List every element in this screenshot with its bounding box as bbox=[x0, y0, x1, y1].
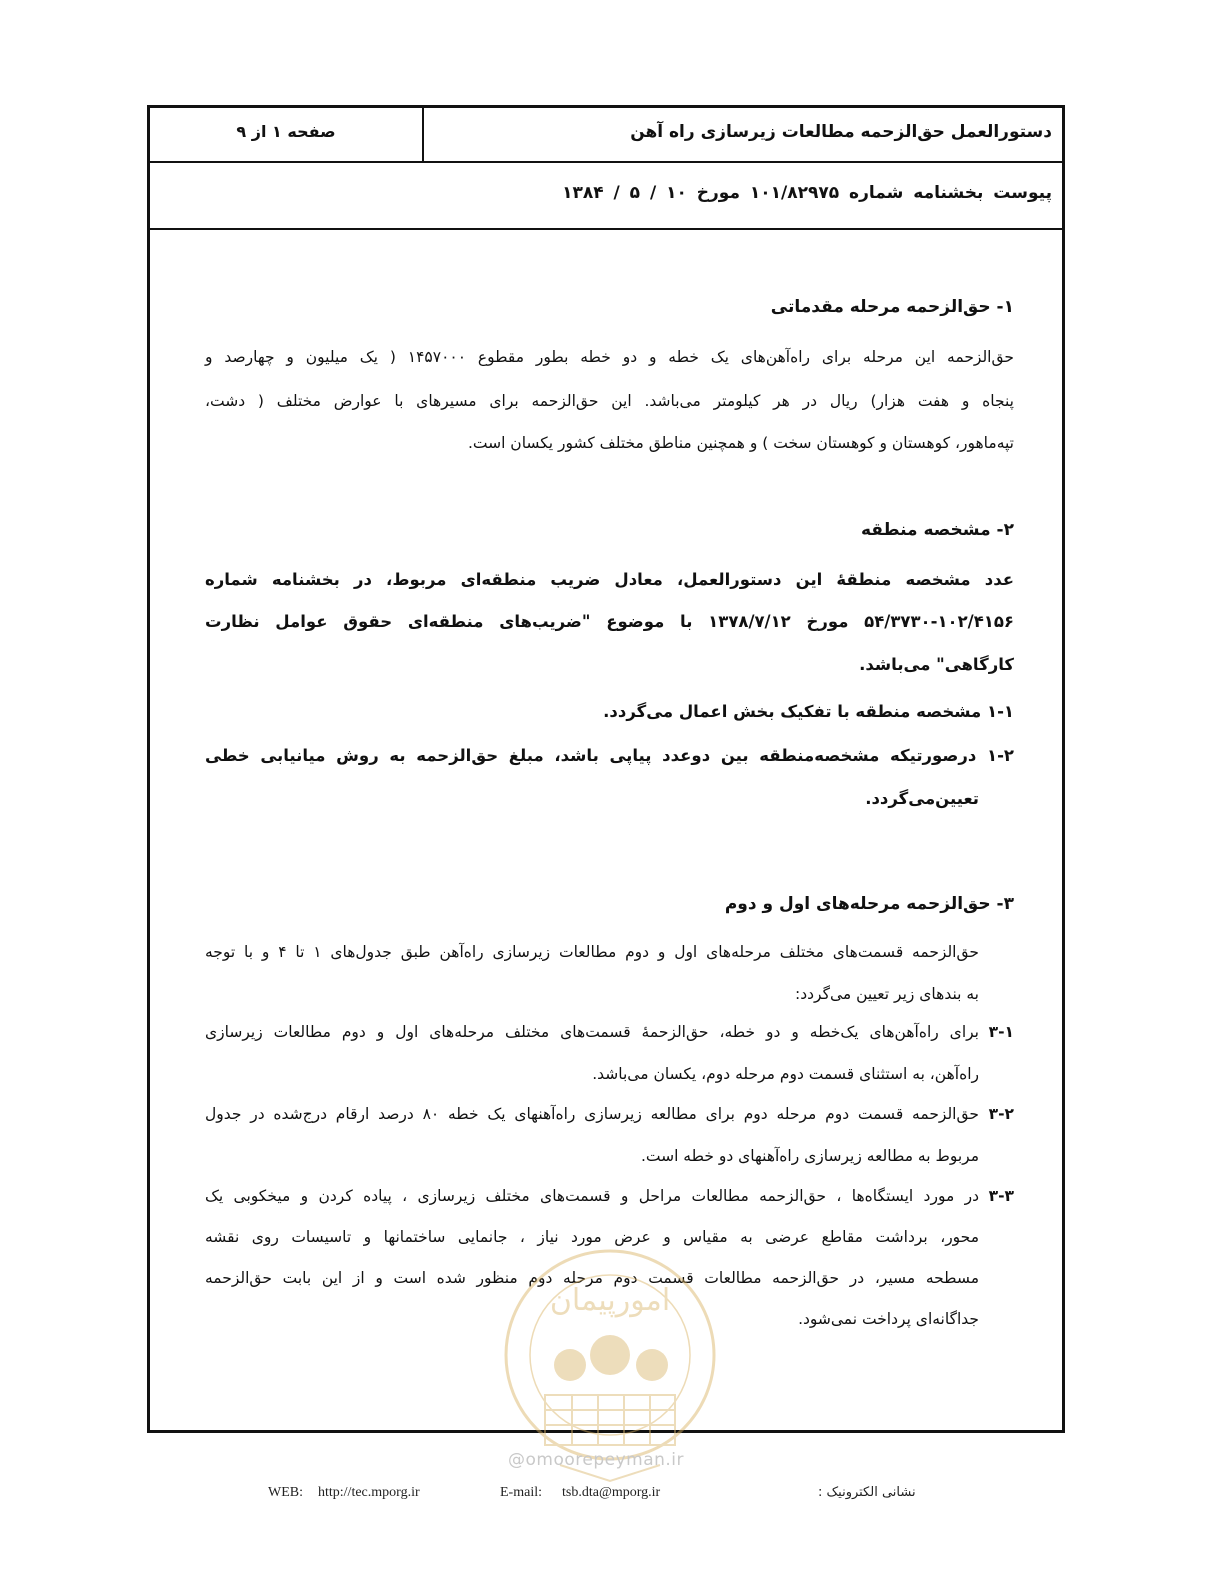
section1-line: تپه‌ماهور، کوهستان و کوهستان سخت ) و همچنین مناطق مختلف کشور یکسان است. bbox=[467, 434, 1014, 452]
section1-heading: ۱- حق‌الزحمه مرحله مقدماتی bbox=[770, 297, 1014, 317]
watermark-url: @omoorepeyman.ir bbox=[508, 1450, 685, 1470]
section2-item2-line: ۱-۲ درصورتیکه مشخصه‌منطقه بین دوعدد پیاپی باشد، مبلغ حق‌الزحمه به روش میانیابی خطی bbox=[205, 746, 1014, 765]
page-indicator: صفحه ۱ از ۹ bbox=[236, 122, 336, 141]
section3-heading: ۳- حق‌الزحمه مرحله‌های اول و دوم bbox=[724, 894, 1014, 914]
section3-item2-number: ۳-۲ bbox=[988, 1105, 1014, 1123]
section3-item3-line: در مورد ایستگاه‌ها ، حق‌الزحمه مطالعات مراحل و قسمت‌های مختلف زیرسازی ، پیاده کردن و میخکوبی یک bbox=[205, 1187, 979, 1205]
section2-line: کارگاهی" می‌باشد. bbox=[859, 655, 1014, 674]
footer-email[interactable]: tsb.dta@mporg.ir bbox=[562, 1485, 661, 1500]
section3-item2-line: حق‌الزحمه قسمت دوم مرحله دوم برای مطالعه زیرسازی راه‌آهنهای یک خطه ۸۰ درصد ارقام درج‌شده در جدول bbox=[205, 1105, 979, 1123]
section3-item1-number: ۳-۱ bbox=[988, 1023, 1014, 1041]
footer-web-url[interactable]: http://tec.mporg.ir bbox=[318, 1485, 420, 1500]
section2-item2-line: تعیین‌می‌گردد. bbox=[865, 789, 979, 808]
section2-item1: ۱-۱ مشخصه منطقه با تفکیک بخش اعمال می‌گردد. bbox=[603, 702, 1014, 721]
section3-item3-line: جداگانه‌ای پرداخت نمی‌شود. bbox=[798, 1310, 979, 1328]
footer-electronic-address-label: نشانی الکترونیک : bbox=[818, 1485, 916, 1500]
section3-intro-line: به بندهای زیر تعیین می‌گردد: bbox=[795, 985, 979, 1003]
section3-intro-line: حق‌الزحمه قسمت‌های مختلف مرحله‌های اول و دوم مطالعات زیرسازی راه‌آهن طبق جدول‌های ۱ تا ۴ و با توجه bbox=[205, 943, 979, 961]
section2-line: ۵۴/۳۷۳۰-۱۰۲/۴۱۵۶ مورخ ۱۳۷۸/۷/۱۲ با موضوع "ضریب‌های منطقه‌ای حقوق عوامل نظارت bbox=[205, 612, 1014, 631]
section3-item1-line: راه‌آهن، به استثنای قسمت دوم مرحله دوم، یکسان می‌باشد. bbox=[592, 1065, 979, 1083]
footer-email-label: E-mail: bbox=[500, 1485, 542, 1500]
section3-item3-line: مسطحه مسیر، در حق‌الزحمه مطالعات قسمت دوم مرحله دوم منظور شده است و از این بابت حق‌الزحمه bbox=[205, 1269, 979, 1287]
section3-item1-line: برای راه‌آهن‌های یک‌خطه و دو خطه، حق‌الزحمهٔ قسمت‌های مختلف مرحله‌های اول و دوم مطالعات زیرسازی bbox=[205, 1023, 979, 1041]
section2-line: عدد مشخصه منطقهٔ این دستورالعمل، معادل ضریب منطقه‌ای مربوط، در بخشنامه شماره bbox=[205, 570, 1014, 589]
section3-item3-line: محور، برداشت مقاطع عرضی به مقیاس و عرض مورد نیاز ، جانمایی ساختمانها و تاسیسات روی نقشه bbox=[205, 1228, 979, 1246]
section3-item2-line: مربوط به مطالعه زیرسازی راه‌آهنهای دو خطه است. bbox=[640, 1147, 979, 1165]
footer-web-label: WEB: bbox=[268, 1485, 303, 1500]
watermark-text: امورپیمان bbox=[549, 1283, 671, 1318]
document-title: دستورالعمل حق‌الزحمه مطالعات زیرسازی راه آهن bbox=[630, 122, 1052, 142]
section1-line: حق‌الزحمه این مرحله برای راه‌آهن‌های یک خطه و دو خطه بطور مقطوع ۱۴۵۷۰۰۰ ( یک میلیون و چهارصد و bbox=[205, 348, 1014, 366]
section2-heading: ۲- مشخصه منطقه bbox=[861, 520, 1014, 540]
attachment-reference: پیوست بخشنامه شماره ۱۰۱/۸۲۹۷۵ مورخ ۱۰ / ۵ / ۱۳۸۴ bbox=[562, 183, 1052, 203]
section3-item3-number: ۳-۳ bbox=[988, 1187, 1014, 1205]
section1-line: پنجاه و هفت هزار) ریال در هر کیلومتر می‌باشد. این حق‌الزحمه برای مسیرهای با عوارض مختلف ( دشت، bbox=[205, 392, 1014, 410]
watermark-seal bbox=[500, 1245, 720, 1485]
